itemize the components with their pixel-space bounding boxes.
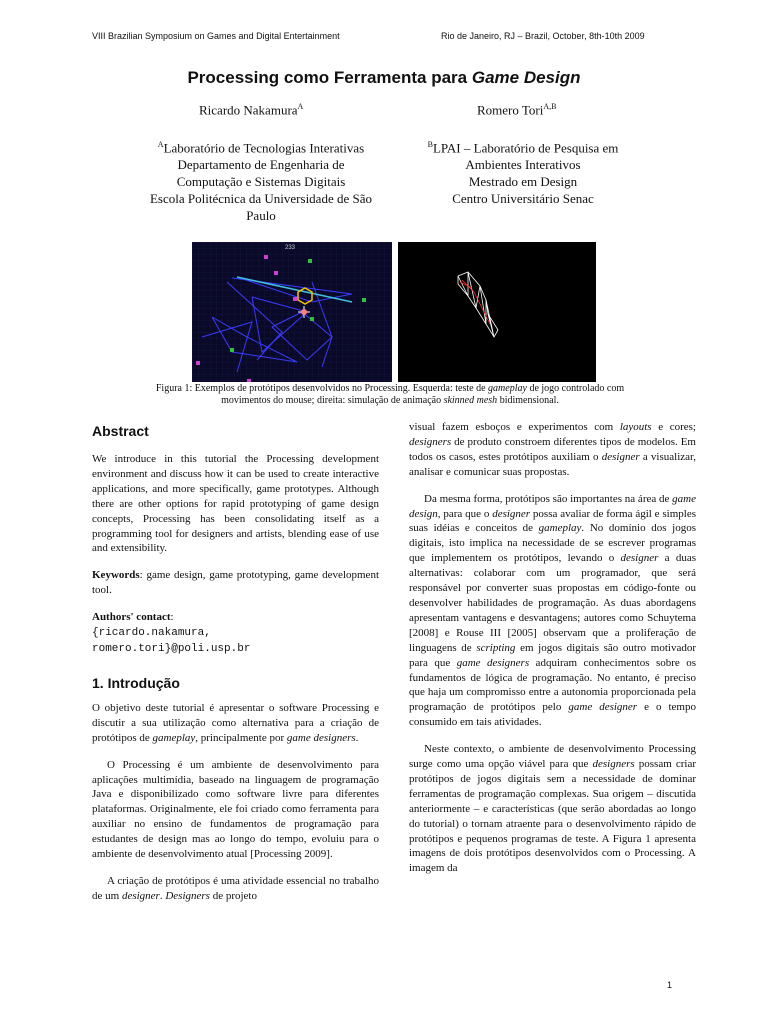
affiliation-b-line: Mestrado em Design	[468, 173, 578, 189]
right-p2-emphasis: designer	[492, 507, 531, 520]
abstract-body: We introduce in this tutorial the Processing development environment and discuss how it can be used to create interactive applications, and more specifically, game prototypes. Although there are other options for rapid prototyping of game design concepts, Processing has been consolidating itself as a programming tool for designers and artists, blending ease of use and extensibility.	[92, 453, 379, 555]
caption-emphasis: gameplay	[488, 383, 527, 394]
figure-skinned-mesh	[398, 242, 596, 382]
intro-p1-emphasis: gameplay	[152, 731, 196, 744]
page-number: 1	[667, 980, 673, 990]
right-p1-text: a visualizar, analisar e comunicar suas propostas.	[409, 450, 696, 478]
caption-text: bidimensional.	[497, 395, 559, 406]
affiliation-b-sup: B	[427, 140, 433, 149]
contact-label: Authors' contact	[92, 611, 171, 624]
right-p3-emphasis: designers	[592, 758, 635, 771]
contact-email-line: romero.tori}@poli.usp.br	[92, 642, 251, 655]
intro-p3-emphasis: designer	[121, 889, 160, 902]
intro-paragraph-2: O Processing é um ambiente de desenvolvimento para aplicações multimídia, baseado na linguagem de programação Java e disponibilizado como software livre para diferentes plataformas. Originalmente, ele foi criado como ferramenta para auxiliar no ensino de fundamentos de programação para estudantes de design mas ao longo do tempo, evoluiu para o ambiente de desenvolvimento atual [Processing 2009].	[92, 758, 379, 861]
affiliation-b-line	[404, 137, 642, 157]
author-2	[477, 102, 557, 118]
right-paragraph-1	[409, 420, 696, 480]
right-p2-emphasis: game design	[409, 492, 696, 520]
affiliation-a	[123, 137, 399, 224]
right-p2-emphasis: gameplay	[538, 522, 582, 535]
affiliation-a-line: Departamento de Engenharia de	[177, 157, 345, 173]
title-emphasis: Game Design	[471, 68, 581, 87]
affiliation-a-line: Escola Politécnica da Universidade de São	[149, 190, 372, 206]
right-p1-emphasis: designers	[409, 435, 452, 448]
right-p2-emphasis: game designer	[568, 701, 638, 714]
skinned-mesh-scene	[398, 242, 596, 382]
affiliation-b-line-text: LPAI – Laboratório de Pesquisa em	[432, 140, 619, 156]
running-header-right: Rio de Janeiro, RJ – Brazil, October, 8th-10th 2009	[441, 31, 645, 41]
affiliation-a-line: Paulo	[246, 207, 276, 223]
author-2-sup: A,B	[543, 102, 557, 111]
affiliation-a-sup: A	[157, 140, 164, 149]
affiliation-a-line	[123, 137, 399, 157]
contact-email-line: {ricardo.nakamura,	[92, 627, 211, 640]
intro-paragraph-3	[92, 874, 379, 904]
right-p2-emphasis: game designers	[456, 656, 530, 669]
right-p2-text: a duas alternativas: colaborar com um programador, que será responsável por converter suas propostas em código-fonte ou desenvolver habilidades de programação. As duas abordagens apresentam vantagens e desvantagens; autores como Schuytema [2008] e Rouse III [2005] observam que a proliferação de linguagens de	[409, 552, 696, 654]
right-p2-text: adquiram conhecimentos sobre os fundamentos de lógica de programação. No entanto, é preciso que haja um compromisso entre a autonomia proporcionada pela programação de protótipos pelo	[409, 656, 696, 714]
intro-p3-text: .	[159, 889, 166, 902]
author-2-name: Romero Tori	[477, 102, 544, 118]
right-p2-text: possa avaliar de forma ágil e simples suas idéias e conceitos de	[409, 507, 696, 535]
right-p2-emphasis: designer	[620, 552, 659, 565]
abstract-heading: Abstract	[92, 423, 149, 439]
intro-p1-emphasis: game designers	[286, 731, 356, 744]
intro-p1-text: .	[355, 731, 359, 744]
right-p2-text: Da mesma forma, protótipos são importantes na área de	[424, 492, 673, 505]
intro-p1-text: O objetivo deste tutorial é apresentar o software Processing e discutir a sua utilização como alternativa para a criação de protótipos de	[92, 701, 379, 744]
affiliation-b-line: Ambientes Interativos	[465, 157, 581, 173]
right-p2-emphasis: scripting	[476, 641, 516, 654]
right-p3-text: Neste contexto, o ambiente de desenvolvimento Processing surge como uma opção viável para que	[409, 743, 696, 771]
right-p2-text: , para que o	[437, 507, 493, 520]
player-marker	[301, 309, 307, 315]
right-p3-text: possam criar protótipos de jogos digitais sem a necessidade de dominar ferramentas de programação complexas. Sua origem – discutida anteriormente – e características (que serão abordadas ao longo do tutorial) o tornam atraente para o desenvolvimento rápido de protótipos e pequenos programas de teste. A Figura 1 apresenta imagens de dois protótipos desenvolvidos com o Processing. A imagem da	[409, 758, 696, 875]
right-p1-text: visual fazem esboços e experimentos com	[409, 421, 620, 433]
authors-contact	[92, 610, 379, 657]
author-1-name: Ricardo Nakamura	[199, 102, 298, 118]
right-column	[409, 420, 696, 876]
right-p2-text: . No domínio dos jogos digitais, isto implica na necessidade de se escrever programas que implementem os protótipos, levando o	[409, 522, 696, 565]
intro-p3-text: de projeto	[209, 889, 257, 902]
affiliation-a-line-text: Laboratório de Tecnologias Interativas	[163, 140, 365, 156]
right-p1-emphasis: layouts	[619, 421, 652, 433]
affiliation-b	[404, 137, 642, 208]
affiliation-b-line: Centro Universitário Senac	[452, 190, 594, 206]
keywords-label: Keywords	[92, 569, 140, 582]
intro-paragraph-1	[92, 701, 379, 746]
keywords-text: : game design, game prototyping, game development tool.	[92, 569, 379, 597]
intro-p3-emphasis: Designers	[165, 889, 210, 902]
contact-suffix: :	[170, 611, 174, 624]
gameplay-scene	[192, 242, 392, 382]
caption-text: Figura 1: Exemplos de protótipos desenvolvidos no Processing. Esquerda: teste de	[155, 383, 489, 394]
title-main: Processing como Ferramenta para	[187, 68, 472, 87]
running-header-left: VIII Brazilian Symposium on Games and Digital Entertainment	[92, 31, 340, 41]
right-p1-text: de produto constroem diferentes tipos de modelos. Em todos os casos, estes protótipos auxiliam o	[409, 435, 696, 463]
keywords	[92, 568, 379, 598]
author-1-sup: A	[297, 102, 304, 111]
author-1	[199, 102, 303, 118]
affiliation-a-line: Computação e Sistemas Digitais	[176, 173, 346, 189]
score-counter: 233	[285, 245, 296, 251]
figure-caption	[150, 383, 630, 407]
caption-text: de jogo controlado com movimentos do mouse; direita: simulação de animação	[221, 383, 625, 406]
right-paragraph-3	[409, 742, 696, 876]
right-p2-text: e o tempo consumido em tais atividades.	[409, 701, 696, 729]
right-p2-text: em jogos digitais são outro motivador para que	[409, 641, 696, 669]
right-p1-emphasis: designer	[601, 450, 640, 463]
intro-heading: 1. Introdução	[92, 675, 180, 691]
caption-emphasis: skinned mesh	[443, 395, 498, 406]
right-p1-text: e cores;	[651, 421, 696, 433]
intro-p1-text: , principalmente por	[195, 731, 287, 744]
intro-p3-text: A criação de protótipos é uma atividade essencial no trabalho de um	[92, 874, 379, 902]
paper-title	[0, 68, 768, 88]
right-paragraph-2	[409, 492, 696, 731]
figure-gameplay-prototype	[192, 242, 392, 382]
